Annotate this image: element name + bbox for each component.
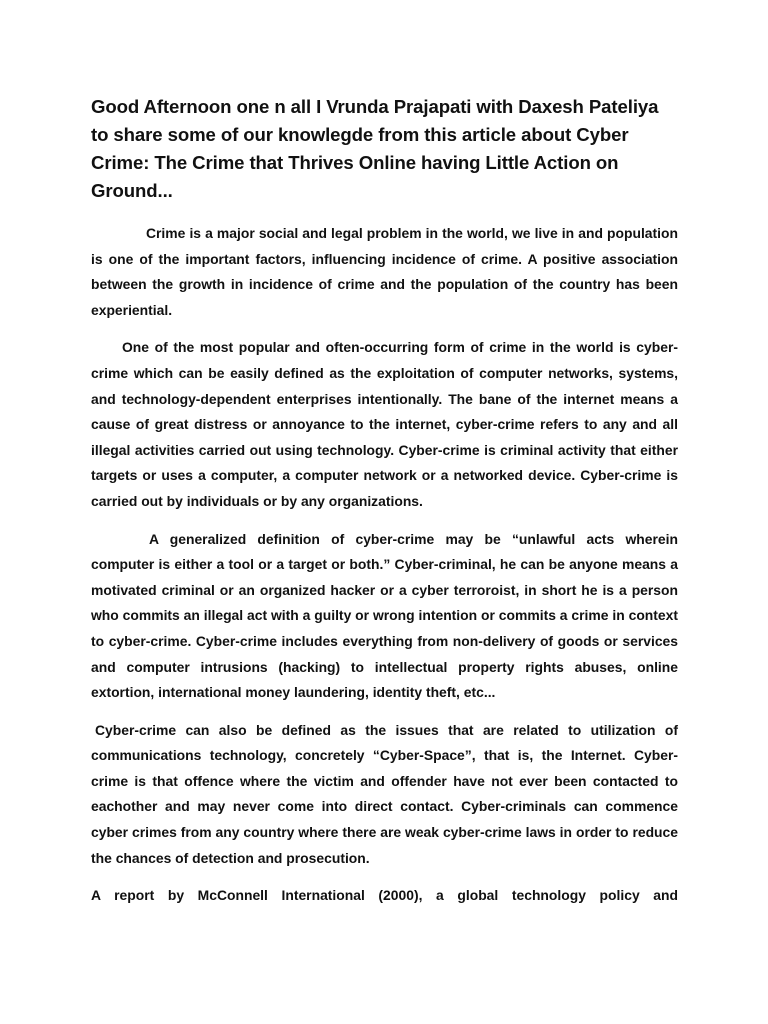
paragraph-mcconnell-report: A report by McConnell International (2000), a global technology policy and	[91, 887, 678, 904]
paragraph-cybercrime-definition: One of the most popular and often-occurring form of crime in the world is cyber-crime which can be easily defined as the exploitation of computer networks, systems, and technology-dependent enterprises intentionally. The bane of the internet means a cause of great distress or annoyance to the internet, cyber-crime refers to any and all illegal activities carried out using technology. Cyber-crime is criminal activity that either targets or uses a computer, a computer network or a networked device. Cyber-crime is carried out by individuals or by any organizations.	[91, 339, 678, 509]
paragraph-communications-technology: Cyber-crime can also be defined as the issues that are related to utilization of communications technology, concretely “Cyber-Space”, that is, the Internet. Cyber-crime is that offence where the victim and offender have not ever been contacted to eachother and may never come into direct contact. Cyber-criminals can commence cyber crimes from any country where there are weak cyber-crime laws in order to reduce the chances of detection and prosecution.	[91, 721, 678, 866]
document-title: Good Afternoon one n all I Vrunda Prajapati with Daxesh Pateliya to share some of our knowlegde from this article about Cyber Crime: The Crime that Thrives Online having Little Action on Ground...	[91, 96, 659, 201]
document-page	[91, 93, 678, 921]
paragraph-generalized-definition: A generalized definition of cyber-crime may be “unlawful acts wherein computer is either a tool or a target or both.” Cyber-criminal, he can be anyone means a motivated criminal or an organized hacker or a cyber terroroist, in short he is a person who commits an illegal act with a guilty or wrong intention or commits a crime in context to cyber-crime. Cyber-crime includes everything from non-delivery of goods or services and computer intrusions (hacking) to intellectual property rights abuses, online extortion, international money laundering, identity theft, etc...	[91, 530, 678, 701]
paragraph-crime-population: Crime is a major social and legal problem in the world, we live in and population is one of the important factors, influencing incidence of crime. A positive association between the growth in incidence of crime and the population of the country has been experiential.	[91, 225, 678, 318]
